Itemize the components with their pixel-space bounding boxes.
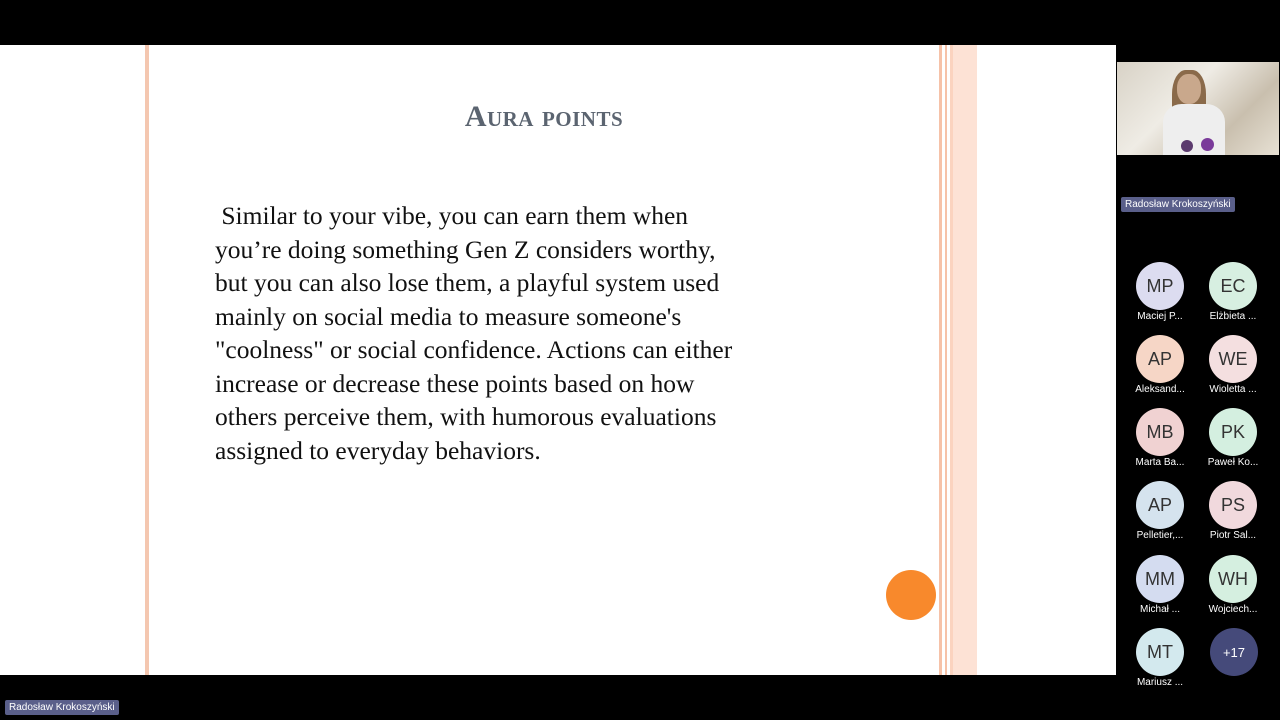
participant-name: Elżbieta ... [1209,311,1257,322]
participant-tile[interactable] [1125,335,1195,395]
participant-avatar: MP [1136,262,1184,310]
speaker-shirt [1163,104,1225,155]
participant-tile[interactable] [1125,628,1195,688]
badge-icon [1201,138,1214,151]
participant-avatar: MT [1136,628,1184,676]
presenter-name-tag: Radosław Krokoszyński [5,700,119,715]
participant-tile[interactable] [1125,481,1195,541]
participant-avatar: MM [1136,555,1184,603]
participant-tile[interactable] [1125,555,1195,615]
participant-avatar: EC [1209,262,1257,310]
speaker-head [1177,74,1201,104]
slide-body-text: Similar to your vibe, you can earn them when you’re doing something Gen Z considers worthy, but you can also lose them, a playful system used mainly on social media to measure someone's "coolness" or social confidence. Actions can either increase or decrease these points based on how others perceive them, with humorous evaluations assigned to everyday behaviors. [215,201,733,465]
slide-title: Aura points [464,100,624,133]
participant-avatar: AP [1136,481,1184,529]
participant-name: Pelletier,... [1136,530,1184,541]
participant-tile[interactable] [1198,481,1268,541]
participant-name: Piotr Sal... [1209,530,1257,541]
speaker-video-tile[interactable] [1117,62,1279,155]
slide-decoration-dot [886,570,936,620]
participant-tile[interactable] [1198,555,1268,615]
participant-name: Wojciech... [1208,604,1258,615]
shared-screen [0,45,1116,675]
participant-name: Mariusz ... [1136,677,1184,688]
participant-name: Wioletta ... [1209,384,1257,395]
participant-name: Paweł Ko... [1207,457,1259,468]
slide-left-border [145,45,149,675]
badge-icon [1181,140,1193,152]
participant-name: Aleksand... [1135,384,1185,395]
participant-tile[interactable] [1125,408,1195,468]
participant-tile[interactable] [1198,335,1268,395]
participant-avatar: AP [1136,335,1184,383]
slide-right-stripes [939,45,977,675]
participant-name: Maciej P... [1137,311,1183,322]
participant-avatar: PK [1209,408,1257,456]
participant-tile[interactable] [1198,408,1268,468]
participant-avatar: WE [1209,335,1257,383]
participant-avatar: MB [1136,408,1184,456]
more-participants-button[interactable]: +17 [1210,628,1258,676]
participant-name: Marta Ba... [1135,457,1185,468]
participant-name: Michał ... [1139,604,1180,615]
participant-avatar: WH [1209,555,1257,603]
speaker-name-tag: Radosław Krokoszyński [1121,197,1235,212]
participant-avatar: PS [1209,481,1257,529]
participant-tile[interactable] [1198,262,1268,322]
participant-tile[interactable] [1125,262,1195,322]
